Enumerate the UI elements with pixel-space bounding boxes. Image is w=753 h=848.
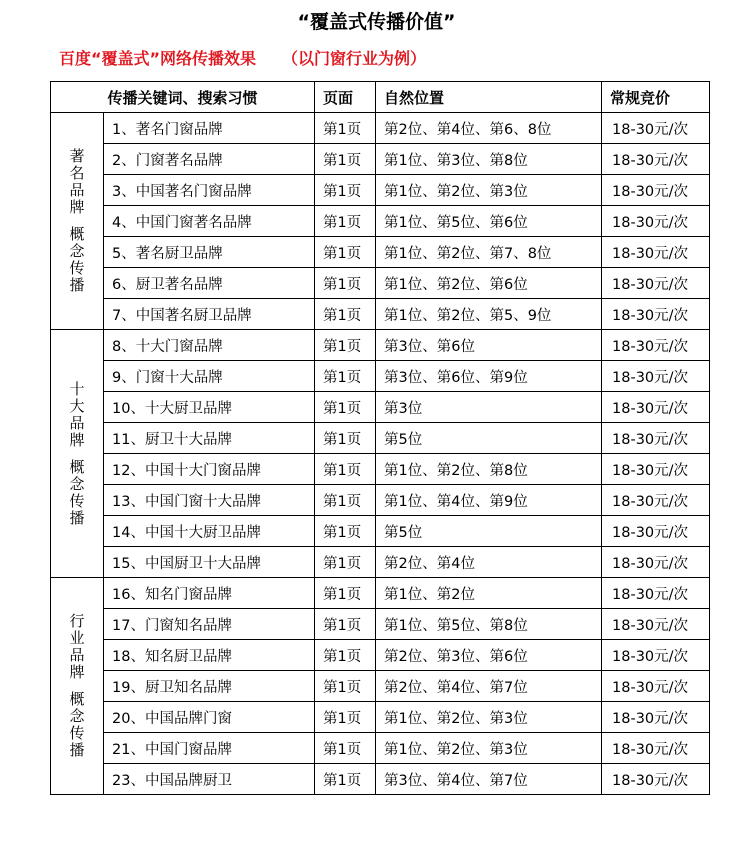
table-body [51,113,710,795]
position-cell: 第1位、第2位 [376,578,602,609]
position-cell: 第1位、第2位、第3位 [376,175,602,206]
position-cell: 第3位、第4位、第7位 [376,764,602,795]
table-row [51,733,710,764]
keyword-cell: 13、中国门窗十大品牌 [104,485,315,516]
keyword-cell: 9、门窗十大品牌 [104,361,315,392]
price-cell: 18-30元/次 [602,237,710,268]
table-header-row [51,82,710,113]
position-cell: 第1位、第5位、第8位 [376,609,602,640]
table-row [51,330,710,361]
price-cell: 18-30元/次 [602,671,710,702]
keyword-cell: 18、知名厨卫品牌 [104,640,315,671]
page-cell: 第1页 [315,268,376,299]
table-row [51,578,710,609]
price-cell: 18-30元/次 [602,578,710,609]
keyword-cell: 2、门窗著名品牌 [104,144,315,175]
position-cell: 第5位 [376,423,602,454]
table-row [51,299,710,330]
position-cell: 第1位、第3位、第8位 [376,144,602,175]
keyword-cell: 11、厨卫十大品牌 [104,423,315,454]
position-cell: 第3位、第6位 [376,330,602,361]
page-cell: 第1页 [315,640,376,671]
group-label-gap [69,449,85,459]
subtitle-main: 百度“覆盖式”网络传播效果 [59,49,257,68]
page-cell: 第1页 [315,175,376,206]
table-row [51,640,710,671]
position-cell: 第1位、第5位、第6位 [376,206,602,237]
price-cell: 18-30元/次 [602,330,710,361]
page-cell: 第1页 [315,237,376,268]
group-label-category: 十大品牌 [69,379,85,449]
keyword-cell: 5、著名厨卫品牌 [104,237,315,268]
table-row [51,764,710,795]
keyword-cell: 15、中国厨卫十大品牌 [104,547,315,578]
page-cell: 第1页 [315,764,376,795]
subtitle-note: （以门窗行业为例） [282,49,427,68]
position-cell: 第1位、第4位、第9位 [376,485,602,516]
position-cell: 第1位、第2位、第7、8位 [376,237,602,268]
position-cell: 第1位、第2位、第5、9位 [376,299,602,330]
price-cell: 18-30元/次 [602,609,710,640]
page-cell: 第1页 [315,392,376,423]
price-cell: 18-30元/次 [602,206,710,237]
table-row [51,609,710,640]
price-cell: 18-30元/次 [602,733,710,764]
position-cell: 第3位 [376,392,602,423]
price-cell: 18-30元/次 [602,268,710,299]
price-cell: 18-30元/次 [602,113,710,144]
page-cell: 第1页 [315,578,376,609]
keyword-cell: 1、著名门窗品牌 [104,113,315,144]
table-row [51,702,710,733]
group-label-category: 行业品牌 [69,612,85,681]
page-cell: 第1页 [315,299,376,330]
price-cell: 18-30元/次 [602,299,710,330]
price-cell: 18-30元/次 [602,485,710,516]
table-row [51,144,710,175]
table-row [51,547,710,578]
table-row [51,361,710,392]
position-cell: 第5位 [376,516,602,547]
position-cell: 第2位、第4位、第6、8位 [376,113,602,144]
keyword-cell: 14、中国十大厨卫品牌 [104,516,315,547]
position-cell: 第1位、第2位、第3位 [376,702,602,733]
table-row [51,671,710,702]
page-cell: 第1页 [315,671,376,702]
table-row [51,454,710,485]
keyword-cell: 3、中国著名门窗品牌 [104,175,315,206]
page-cell: 第1页 [315,733,376,764]
header-page: 页面 [315,82,376,113]
keyword-cell: 12、中国十大门窗品牌 [104,454,315,485]
position-cell: 第1位、第2位、第6位 [376,268,602,299]
table-row [51,516,710,547]
page-cell: 第1页 [315,516,376,547]
header-keyword: 传播关键词、搜索习惯 [51,82,315,113]
price-cell: 18-30元/次 [602,361,710,392]
keyword-cell: 20、中国品牌门窗 [104,702,315,733]
keyword-cell: 8、十大门窗品牌 [104,330,315,361]
keyword-cell: 21、中国门窗品牌 [104,733,315,764]
keyword-cell: 10、十大厨卫品牌 [104,392,315,423]
page-cell: 第1页 [315,485,376,516]
header-position: 自然位置 [376,82,602,113]
group-label-category: 著名品牌 [69,147,85,216]
position-cell: 第3位、第6位、第9位 [376,361,602,392]
price-cell: 18-30元/次 [602,764,710,795]
keyword-table [50,81,710,795]
group-label-cell [51,578,104,795]
table-row [51,268,710,299]
document-title: “覆盖式传播价值” [297,11,456,33]
header-price: 常规竞价 [602,82,710,113]
table-row [51,175,710,206]
page-cell: 第1页 [315,330,376,361]
page-cell: 第1页 [315,206,376,237]
page-cell: 第1页 [315,547,376,578]
position-cell: 第2位、第4位、第7位 [376,671,602,702]
position-cell: 第2位、第4位 [376,547,602,578]
table-row [51,237,710,268]
position-cell: 第2位、第3位、第6位 [376,640,602,671]
subtitle [59,46,426,72]
group-label-cell [51,330,104,578]
table-row [51,423,710,454]
page-cell: 第1页 [315,609,376,640]
table-row [51,113,710,144]
table-row [51,485,710,516]
price-cell: 18-30元/次 [602,640,710,671]
price-cell: 18-30元/次 [602,144,710,175]
keyword-cell: 23、中国品牌厨卫 [104,764,315,795]
page-cell: 第1页 [315,113,376,144]
keyword-cell: 16、知名门窗品牌 [104,578,315,609]
position-cell: 第1位、第2位、第3位 [376,733,602,764]
price-cell: 18-30元/次 [602,423,710,454]
page-cell: 第1页 [315,361,376,392]
price-cell: 18-30元/次 [602,516,710,547]
keyword-cell: 7、中国著名厨卫品牌 [104,299,315,330]
table-row [51,206,710,237]
page-cell: 第1页 [315,702,376,733]
page-cell: 第1页 [315,144,376,175]
page-cell: 第1页 [315,454,376,485]
price-cell: 18-30元/次 [602,454,710,485]
price-cell: 18-30元/次 [602,175,710,206]
keyword-cell: 19、厨卫知名品牌 [104,671,315,702]
group-label-concept: 概念传播 [69,457,85,527]
keyword-cell: 4、中国门窗著名品牌 [104,206,315,237]
price-cell: 18-30元/次 [602,547,710,578]
page-cell: 第1页 [315,423,376,454]
keyword-cell: 17、门窗知名品牌 [104,609,315,640]
group-label-concept: 概念传播 [69,225,85,294]
group-label-cell [51,113,104,330]
price-cell: 18-30元/次 [602,702,710,733]
position-cell: 第1位、第2位、第8位 [376,454,602,485]
group-label-concept: 概念传播 [69,690,85,759]
price-cell: 18-30元/次 [602,392,710,423]
keyword-cell: 6、厨卫著名品牌 [104,268,315,299]
table-row [51,392,710,423]
